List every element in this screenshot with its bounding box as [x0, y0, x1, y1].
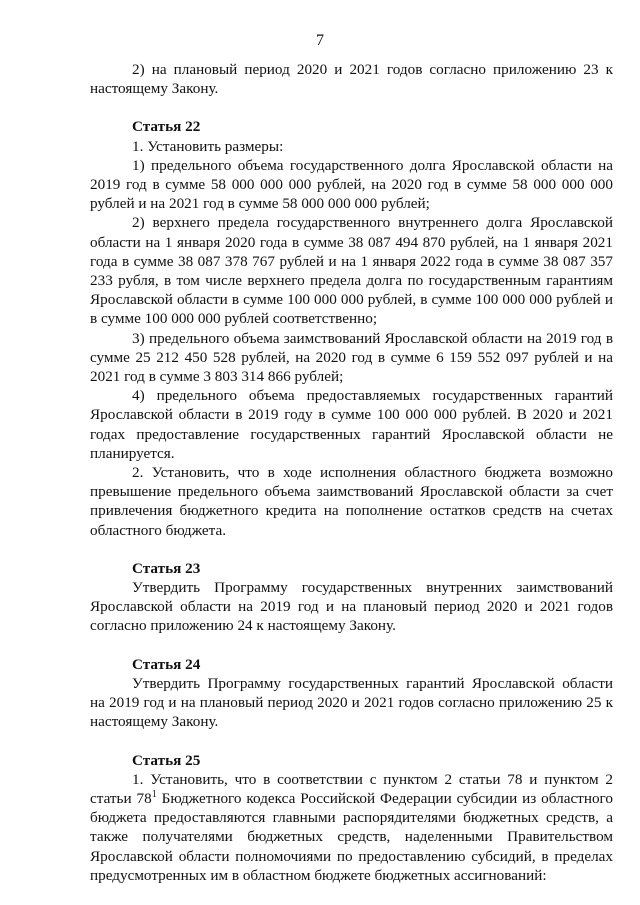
document-body: [90, 60, 613, 885]
article-24-paragraph-1: Утвердить Программу государственных гарантий Ярославской области на 2019 год и на плановый период 2020 и 2021 годов согласно приложению 25 к настоящему Закону.: [90, 674, 613, 731]
article-25-paragraph-1: [90, 770, 613, 885]
article-22-paragraph-3: 2) верхнего предела государственного внутреннего долга Ярославской области на 1 января 2020 года в сумме 38 087 494 870 рублей, на 1 января 2021 года в сумме 38 087 378 767 рублей и на 1 января 2022 года в сумме 38 087 357 233 рубля, в том числе верхнего предела долга по государственным гарантиям Ярославской области в сумме 100 000 000 рублей, в сумме 100 000 000 рублей и в сумме 100 000 000 рублей соответственно;: [90, 214, 613, 328]
article-22-paragraph-2: 1) предельного объема государственного долга Ярославской области на 2019 год в сумме 58 000 000 000 рублей, на 2020 год в сумме 58 000 000 000 рублей и на 2021 год в сумме 58 000 000 000 рублей;: [90, 156, 613, 213]
article-22-paragraph-5: 4) предельного объема предоставляемых государственных гарантий Ярославской области в 2019 году в сумме 100 000 000 рублей. В 2020 и 2021 годах предоставление государственных гарантий Ярославской области не планируется.: [90, 387, 613, 462]
article-25-paragraph-1-end: Бюджетного кодекса Российской Федерации субсидии из областного бюджета предоставляются главными распорядителями бюджетных средств, а также получателями бюджетных средств, наделенными Правительством Ярославской области полномочиями по предоставлению субсидий, в пределах предусмотренных им в областном бюджете бюджетных ассигнований:: [90, 789, 613, 884]
page-number: 7: [316, 32, 324, 49]
article-21-tail-paragraph: 2) на плановый период 2020 и 2021 годов согласно приложению 23 к настоящему Закону.: [90, 61, 613, 98]
article-25-superscript: 1: [151, 788, 157, 800]
article-22-paragraph-6: 2. Установить, что в ходе исполнения областного бюджета возможно превышение предельного объема заимствований Ярославской области за счет привлечения бюджетного кредита на пополнение остатков средств на счетах областного бюджета.: [90, 464, 613, 539]
article-25-paragraph-1-start: 1. Установить, что в соответствии с пунктом 2 статьи 78 и пунктом 2 статьи 78: [90, 770, 613, 807]
article-23-heading: Статья 23: [132, 559, 201, 577]
article-24-heading: Статья 24: [132, 655, 201, 673]
article-22-paragraph-1: 1. Установить размеры:: [132, 137, 284, 155]
article-23-paragraph-1: Утвердить Программу государственных внутренних заимствований Ярославской области на 2019 год и на плановый период 2020 и 2021 годов согласно приложению 24 к настоящему Закону.: [90, 579, 613, 635]
article-22-heading: Статья 22: [132, 118, 201, 136]
article-22-paragraph-4: 3) предельного объема заимствований Ярославской области на 2019 год в сумме 25 212 450 528 рублей, на 2020 год в сумме 6 159 552 097 рублей и на 2021 год в сумме 3 803 314 866 рублей;: [90, 329, 613, 386]
article-25-heading: Статья 25: [132, 751, 201, 769]
